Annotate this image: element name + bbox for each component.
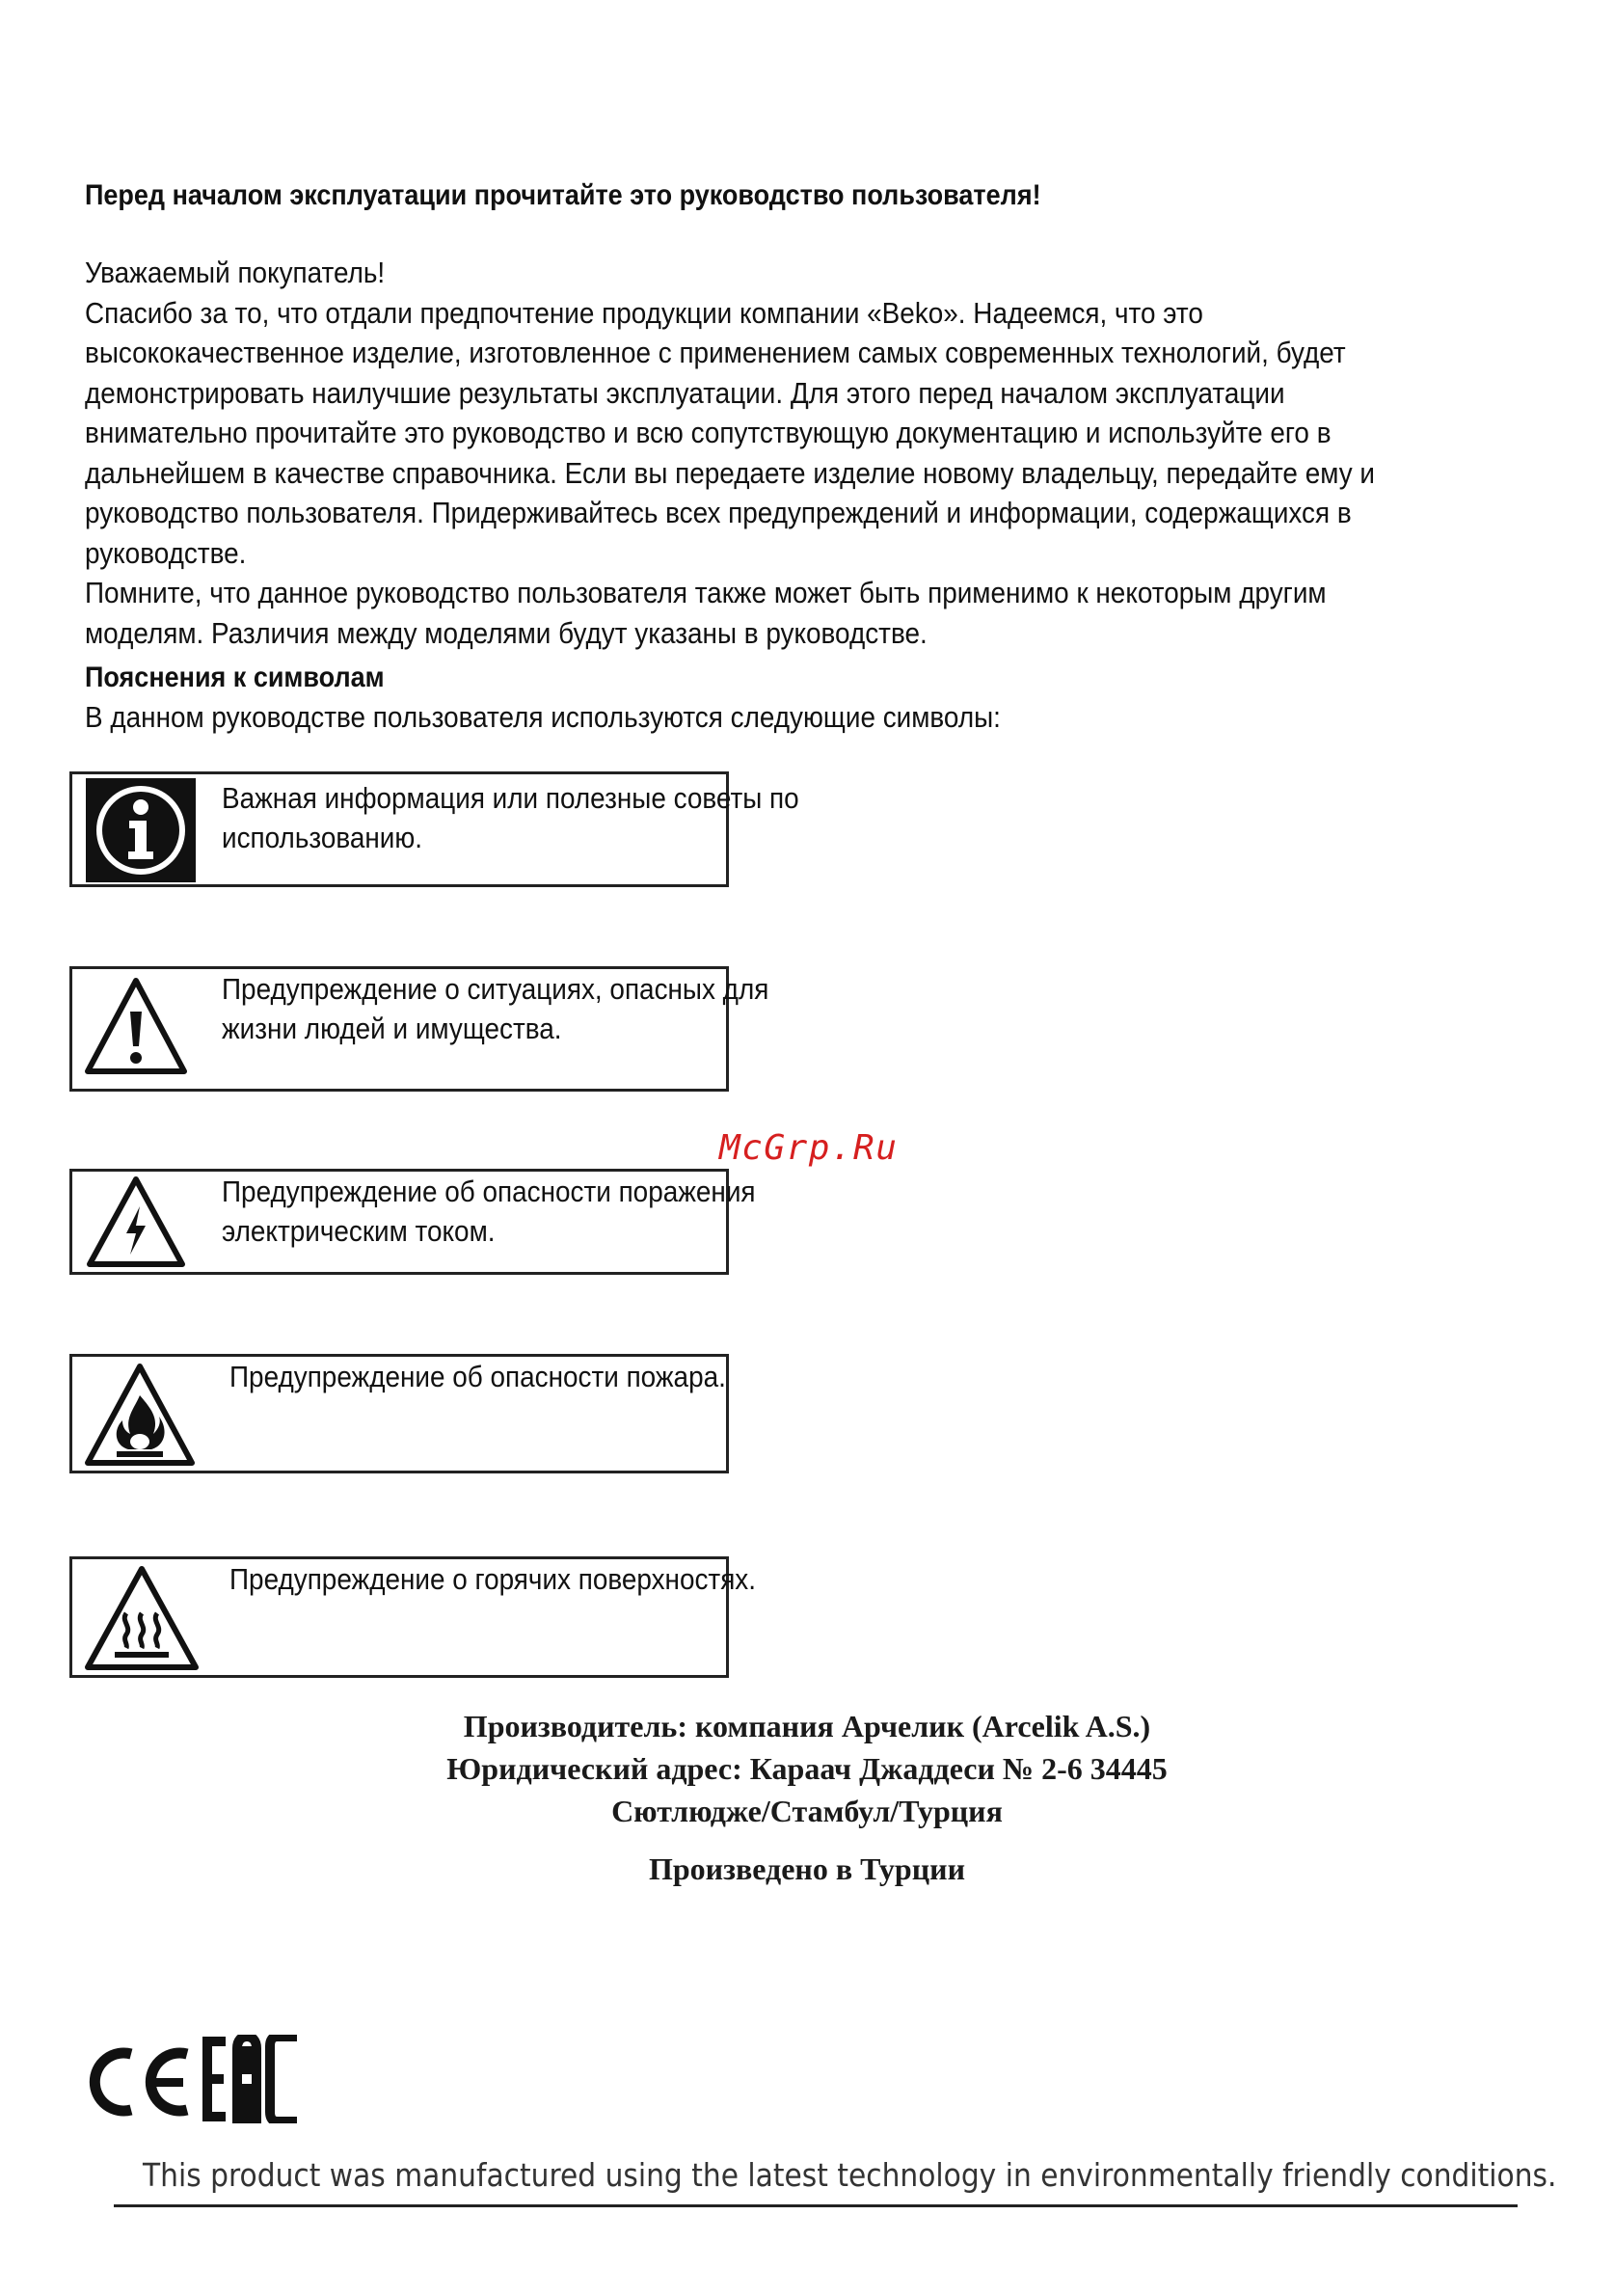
symbol-text-hot-surface: Предупреждение о горячих поверхностях. <box>229 1562 757 1596</box>
manufacturer-line-3: Сютлюдже/Стамбул/Турция <box>611 1794 1003 1828</box>
symbol-text-fire: Предупреждение об опасности пожара. <box>229 1360 726 1393</box>
symbol-box-warning <box>69 966 769 1092</box>
footer-divider <box>114 2204 1518 2207</box>
symbol-text-warning: Предупреждение о ситуациях, опасных для жизни людей и имущества. <box>222 972 769 1045</box>
footer-statement: This product was manufactured using the latest technology in environmentally friendly conditions. <box>143 2156 1557 2194</box>
intro-paragraph: Спасибо за то, что отдали предпочтение продукции компании «Beko». Надеемся, что это высококачественное изделие, изготовленное с применением самых современных технологий, будет демонстрировать наилучшие результаты эксплуатации. Для этого перед началом эксплуатации внимательно прочитайте это руководство и всю сопутствующую документацию и используйте его в дальнейшем в качестве справочника. Если вы передаете изделие новому владельцу, передайте ему и руководство пользователя. Придерживайтесь всех предупреждений и информации, содержащихся в руководстве. <box>85 295 1376 570</box>
manufacturer-line-2: Юридический адрес: Караач Джаддеси № 2-6 34445 <box>446 1751 1168 1786</box>
manufacturer-line-1: Производитель: компания Арчелик (Arcelik A.S.) <box>463 1709 1151 1743</box>
greeting: Уважаемый покупатель! <box>85 256 386 289</box>
watermark: McGrp.Ru <box>719 1128 899 1168</box>
page-heading: Перед началом эксплуатации прочитайте это руководство пользователя! <box>85 179 1041 211</box>
symbols-title: Пояснения к символам <box>85 662 385 693</box>
eac-mark-icon <box>199 2035 303 2128</box>
symbol-text-info: Важная информация или полезные советы по использованию. <box>222 781 799 854</box>
hot-surface-icon <box>82 1563 202 1678</box>
symbol-box-info <box>69 771 799 887</box>
info-icon <box>86 778 196 887</box>
ce-mark-icon <box>83 2042 195 2126</box>
electric-shock-icon <box>82 1174 190 1275</box>
made-in-country: Произведено в Турции <box>648 1851 965 1886</box>
models-note: Помните, что данное руководство пользователя также может быть применимо к некоторым другим моделям. Различия между моделями будут указаны в руководстве. <box>85 576 1327 650</box>
symbols-subtitle: В данном руководстве пользователя используются следующие символы: <box>85 700 1001 734</box>
symbol-box-fire <box>69 1354 729 1473</box>
symbol-box-electric <box>69 1169 756 1275</box>
symbol-text-electric: Предупреждение об опасности поражения электрическим током. <box>222 1175 756 1248</box>
symbol-box-hot-surface <box>69 1556 757 1678</box>
warning-icon <box>82 975 190 1084</box>
intro-text <box>85 253 1439 653</box>
fire-hazard-icon <box>82 1361 198 1473</box>
